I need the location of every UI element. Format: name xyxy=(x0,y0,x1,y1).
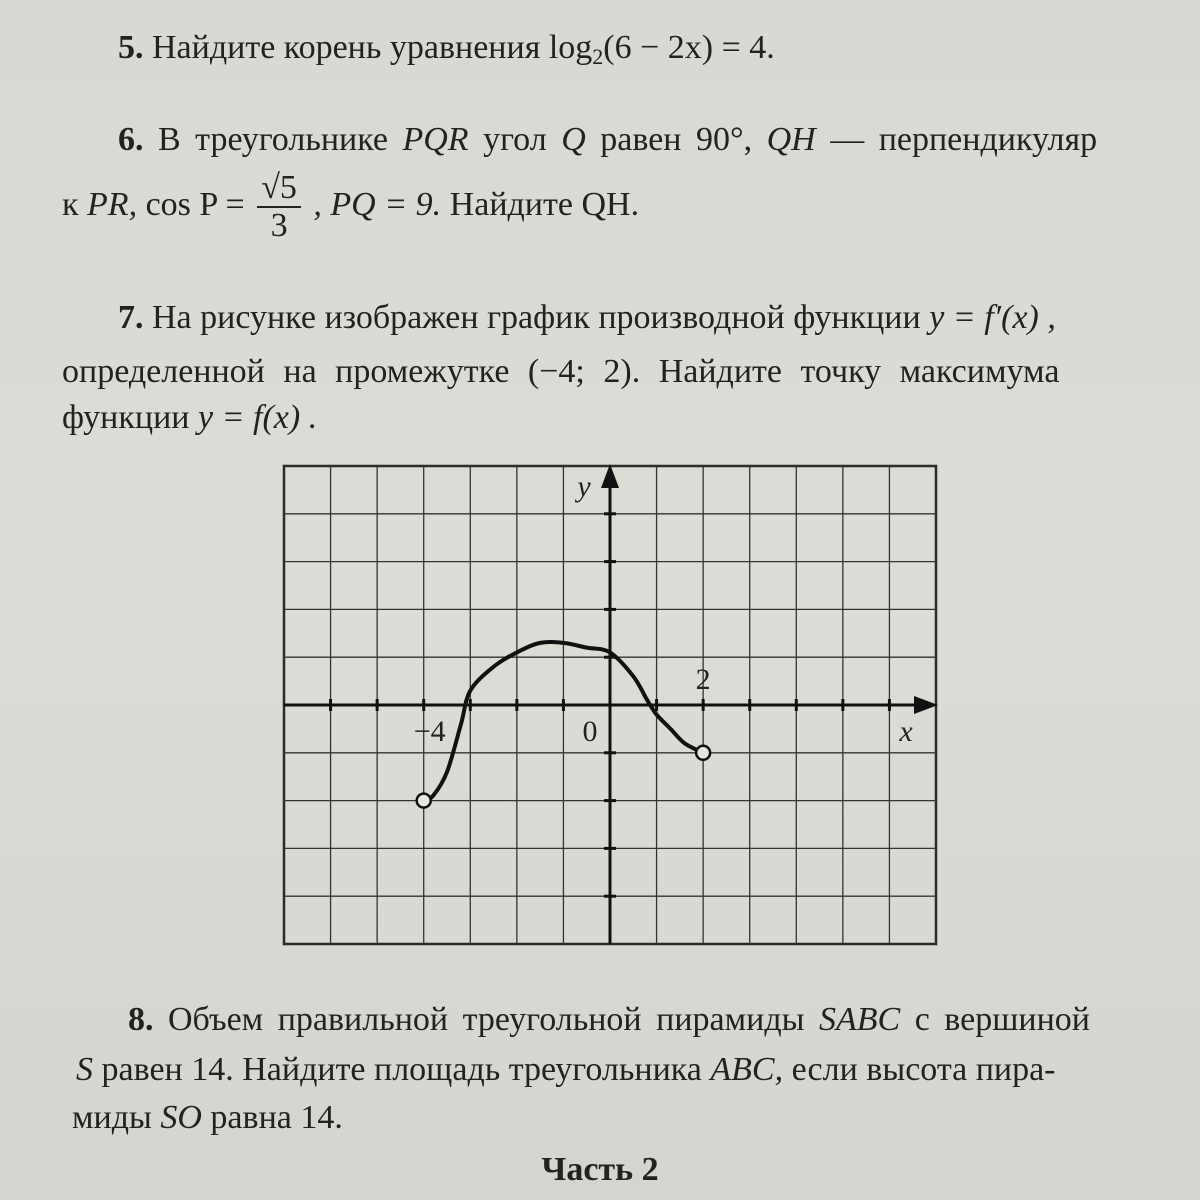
problem-8-line-2 xyxy=(76,1050,1056,1090)
problem-6-text: — перпендикуляр xyxy=(830,121,1098,158)
problem-8-text: миды xyxy=(72,1099,152,1136)
x-axis-label: x xyxy=(899,715,913,748)
derivative-graph xyxy=(280,462,940,948)
problem-6-text: к xyxy=(62,185,79,223)
x-axis-arrow xyxy=(914,696,938,714)
problem-5-argument: (6 − 2x) = 4. xyxy=(603,29,775,66)
problem-7-line-1 xyxy=(118,298,1056,338)
problem-8-text: если высота пира- xyxy=(791,1051,1056,1088)
problem-7-text: На рисунке изображен график производной функции xyxy=(152,299,921,336)
function-expression: y = f(x) . xyxy=(197,399,318,436)
open-endpoint xyxy=(696,746,710,760)
problem-7-line-3 xyxy=(62,398,317,438)
problem-6-line-1 xyxy=(118,120,1097,160)
pyramid-name: SABC xyxy=(818,1001,901,1038)
segment-name: QH xyxy=(766,121,816,158)
problem-7-text: функции xyxy=(62,399,190,436)
fraction-denominator: 3 xyxy=(270,207,288,244)
triangle-name: ABC, xyxy=(710,1051,784,1088)
problem-5-log-base: 2 xyxy=(592,44,604,69)
problem-6-text: угол xyxy=(483,121,547,158)
problem-7-number: 7. xyxy=(118,299,144,336)
problem-8-text: с вершиной xyxy=(914,1001,1090,1038)
problem-8-number: 8. xyxy=(128,1001,154,1038)
problem-7-line-2: определенной на промежутке (−4; 2). Найдите точку максимума xyxy=(62,353,1060,390)
vertex-name: S xyxy=(76,1051,93,1088)
problem-8-text: равна 14. xyxy=(210,1099,343,1136)
problem-6-question: Найдите QH. xyxy=(449,185,640,223)
angle-name: Q xyxy=(561,121,586,158)
problem-6-text: равен 90°, xyxy=(600,121,753,158)
height-name: SO xyxy=(160,1099,202,1136)
problem-6-line-2 xyxy=(62,170,639,244)
problem-5 xyxy=(118,28,775,77)
problem-5-log: log xyxy=(548,29,593,66)
problem-6-number: 6. xyxy=(118,121,144,158)
triangle-name: PQR xyxy=(402,121,469,158)
segment-length: , PQ = 9. xyxy=(313,185,442,223)
y-axis-label: y xyxy=(577,470,591,503)
problem-8-line-1 xyxy=(128,1000,1090,1040)
problem-8-line-3 xyxy=(72,1098,343,1138)
open-endpoint xyxy=(417,794,431,808)
graph-svg xyxy=(280,462,940,948)
problem-8-text: равен 14. Найдите площадь треугольника xyxy=(101,1051,702,1088)
section-heading: Часть 2 xyxy=(541,1151,659,1188)
derivative-function: y = f′(x) , xyxy=(929,299,1056,336)
cosine-expression: cos P = xyxy=(145,185,245,223)
tick-label-2: 2 xyxy=(695,663,711,696)
problem-5-text: Найдите корень уравнения xyxy=(152,29,541,66)
fraction-numerator: √5 xyxy=(257,170,301,208)
problem-5-number: 5. xyxy=(118,29,144,66)
y-axis-arrow xyxy=(601,464,619,488)
problem-6-text: В треугольнике xyxy=(158,121,388,158)
origin-label: 0 xyxy=(582,715,598,748)
problem-8-text: Объем правильной треугольной пирамиды xyxy=(168,1001,805,1038)
tick-label-neg4: −4 xyxy=(413,715,446,748)
fraction xyxy=(257,170,301,244)
segment-name: PR, xyxy=(87,185,138,223)
